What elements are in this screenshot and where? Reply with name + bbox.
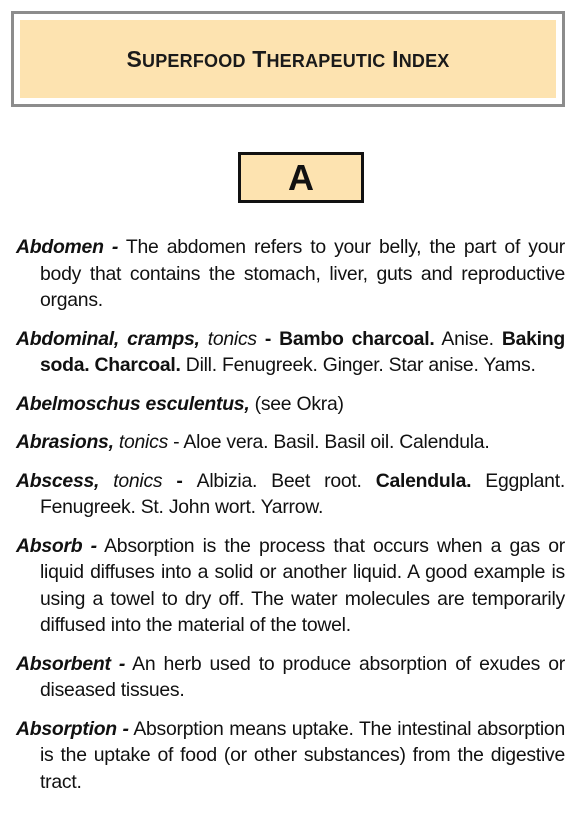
index-entry-absorption	[16, 716, 565, 796]
title-word: UPERFOOD	[142, 50, 246, 71]
entry-term: Abscess,	[16, 469, 100, 492]
title-word: HERAPEUTIC	[266, 50, 386, 71]
entry-term: Absorb -	[16, 534, 97, 557]
entry-term: Abdominal, cramps,	[16, 327, 200, 350]
page-title	[126, 46, 449, 73]
entry-remedy: Eggplant. Fenugreek. St. John wort. Yarrow.	[40, 469, 565, 518]
section-letter: A	[288, 156, 314, 198]
title-initial: S	[126, 45, 143, 72]
index-entry-abrasions	[16, 429, 565, 456]
entry-remedy: Dill. Fenugreek. Ginger. Star anise. Yams.	[180, 354, 536, 376]
entry-remedy-bold: Calendula.	[375, 469, 472, 492]
entry-text: Absorption means uptake. The intestinal absorption is the uptake of food (or other substances) from the digestive tract.	[40, 717, 565, 793]
entry-term: Absorption -	[16, 717, 129, 740]
entry-text: The abdomen refers to your belly, the part of your body that contains the stomach, liver, guts and reproductive organs.	[40, 236, 565, 311]
entry-term: Abrasions,	[16, 431, 114, 453]
section-letter-box	[238, 152, 364, 203]
entry-remedy-bold: Bambo charcoal.	[279, 327, 435, 350]
title-initial: I	[392, 45, 399, 72]
entry-remedy-bold: Baking soda.	[40, 327, 565, 376]
title-word: NDEX	[398, 50, 450, 71]
entry-remedy: Albizia. Beet root.	[196, 469, 376, 492]
entry-text: An herb used to produce absorption of exudes or diseased tissues.	[40, 652, 565, 701]
entry-remedy-bold: Charcoal.	[94, 354, 181, 376]
entry-qualifier: tonics	[113, 431, 169, 453]
entry-text: (see Okra)	[249, 392, 344, 415]
index-entry-absorbent	[16, 651, 565, 704]
index-entry-abdominal	[16, 326, 565, 379]
entry-dash: -	[256, 327, 280, 350]
index-entry-absorb	[16, 533, 565, 639]
title-banner	[20, 20, 556, 98]
entry-text: Absorption is the process that occurs when a gas or liquid diffuses into a solid or another liquid. A good example is using a towel to dry off. The water molecules are temporarily diffused into the material of the towel.	[40, 534, 565, 636]
entry-text: - Aloe vera. Basil. Basil oil. Calendula.	[168, 431, 490, 453]
index-entries	[16, 234, 565, 807]
entry-dash: -	[162, 469, 197, 492]
title-box	[11, 11, 565, 107]
index-entry-abelmoschus	[16, 391, 565, 418]
entry-term: Absorbent -	[16, 652, 126, 675]
index-entry-abdomen	[16, 234, 565, 314]
entry-term: Abelmoschus esculentus,	[16, 392, 250, 415]
entry-qualifier: tonics	[99, 469, 163, 492]
index-entry-abscess	[16, 468, 565, 521]
title-initial: T	[252, 45, 267, 72]
entry-remedy: Anise.	[434, 327, 502, 350]
entry-qualifier: tonics	[199, 327, 257, 350]
entry-term: Abdomen -	[16, 236, 119, 258]
